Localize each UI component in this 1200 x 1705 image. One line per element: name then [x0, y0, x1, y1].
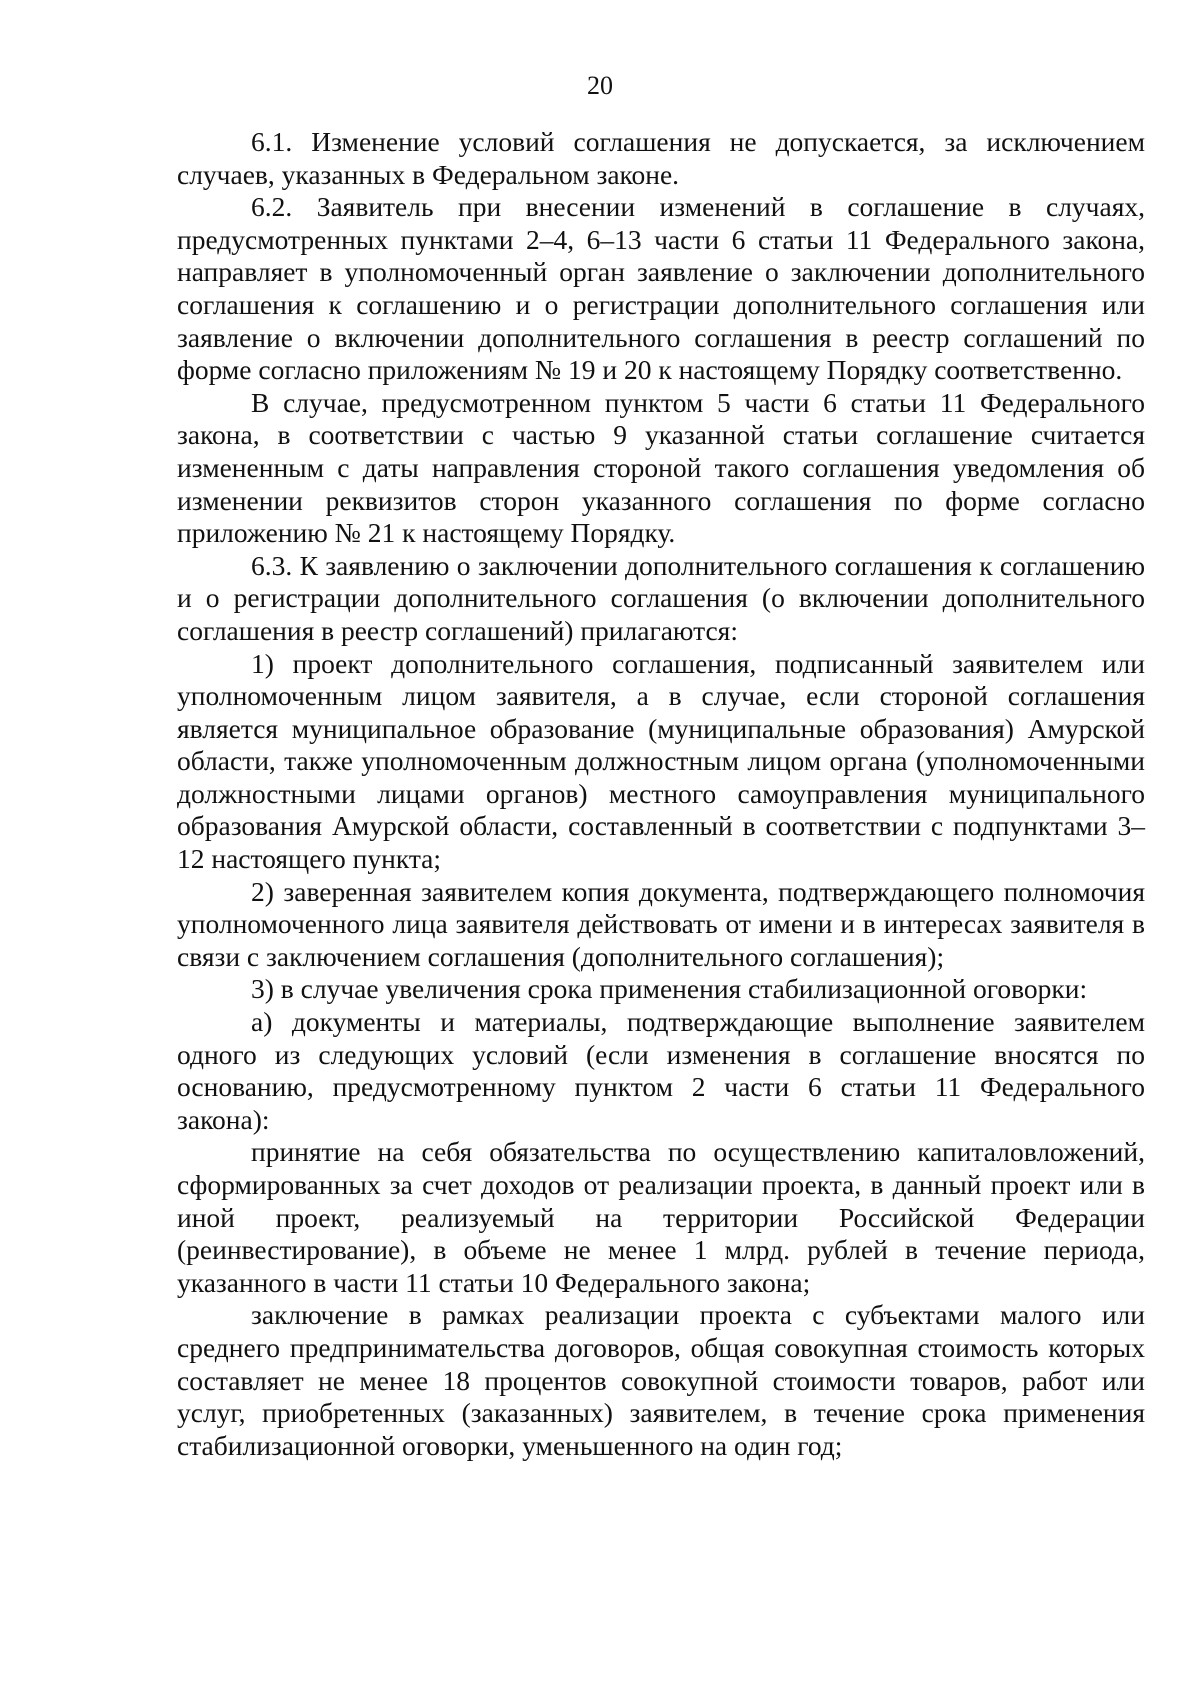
paragraph-6-2-case: В случае, предусмотренном пунктом 5 части 6 статьи 11 Федерального закона, в соответствии с частью 9 указанной статьи соглашение считается измененным с даты направления стороной такого соглашения уведомления об изменении реквизитов сторон указанного соглашения по форме согласно приложению № 21 к настоящему Порядку. — [177, 386, 1145, 549]
document-body — [177, 126, 1145, 1462]
condition-reinvestment: принятие на себя обязательства по осуществлению капиталовложений, сформированных за счет доходов от реализации проекта, в данный проект или в иной проект, реализуемый на территории Российской Федерации (реинвестирование), в объеме не менее 1 млрд. рублей в течение периода, указанного в части 11 статьи 10 Федерального закона; — [177, 1136, 1145, 1298]
list-item-2: 2) заверенная заявителем копия документа, подтверждающего полномочия уполномоченного лица заявителя действовать от имени и в интересах заявителя в связи с заключением соглашения (дополнительного соглашения); — [177, 875, 1145, 972]
paragraph-6-3: 6.3. К заявлению о заключении дополнительного соглашения к соглашению и о регистрации дополнительного соглашения (о включении дополнительного соглашения в реестр соглашений) прилагаются: — [177, 549, 1145, 646]
list-item-3: 3) в случае увеличения срока применения стабилизационной оговорки: — [251, 973, 1088, 1005]
list-item-3-a: а) документы и материалы, подтверждающие выполнение заявителем одного из следующих условий (если изменения в соглашение вносятся по основанию, предусмотренному пунктом 2 части 6 статьи 11 Федерального закона): — [177, 1006, 1145, 1135]
list-item-1: 1) проект дополнительного соглашения, подписанный заявителем или уполномоченным лицом заявителя, а в случае, если стороной соглашения является муниципальное образование (муниципальные образования) Амурской области, также уполномоченным должностным лицом органа (уполномоченными должностными лицами органов) местного самоуправления муниципального образования Амурской области, составленный в соответствии с подпунктами 3–12 настоящего пункта; — [177, 647, 1145, 875]
paragraph-6-2: 6.2. Заявитель при внесении изменений в соглашение в случаях, предусмотренных пунктами 2–4, 6–13 части 6 статьи 11 Федерального закона, направляет в уполномоченный орган заявление о заключении дополнительного соглашения к соглашению и о регистрации дополнительного соглашения или заявление о включении дополнительного соглашения в реестр соглашений по форме согласно приложениям № 19 и 20 к настоящему Порядку соответственно. — [177, 191, 1145, 386]
paragraph-6-1: 6.1. Изменение условий соглашения не допускается, за исключением случаев, указанных в Федеральном законе. — [177, 126, 1145, 190]
page-number: 20 — [587, 71, 613, 100]
condition-small-business: заключение в рамках реализации проекта с субъектами малого или среднего предпринимательства договоров, общая совокупная стоимость которых составляет не менее 18 процентов совокупной стоимости товаров, работ или услуг, приобретенных (заказанных) заявителем, в течение срока применения стабилизационной оговорки, уменьшенного на один год; — [177, 1299, 1145, 1461]
